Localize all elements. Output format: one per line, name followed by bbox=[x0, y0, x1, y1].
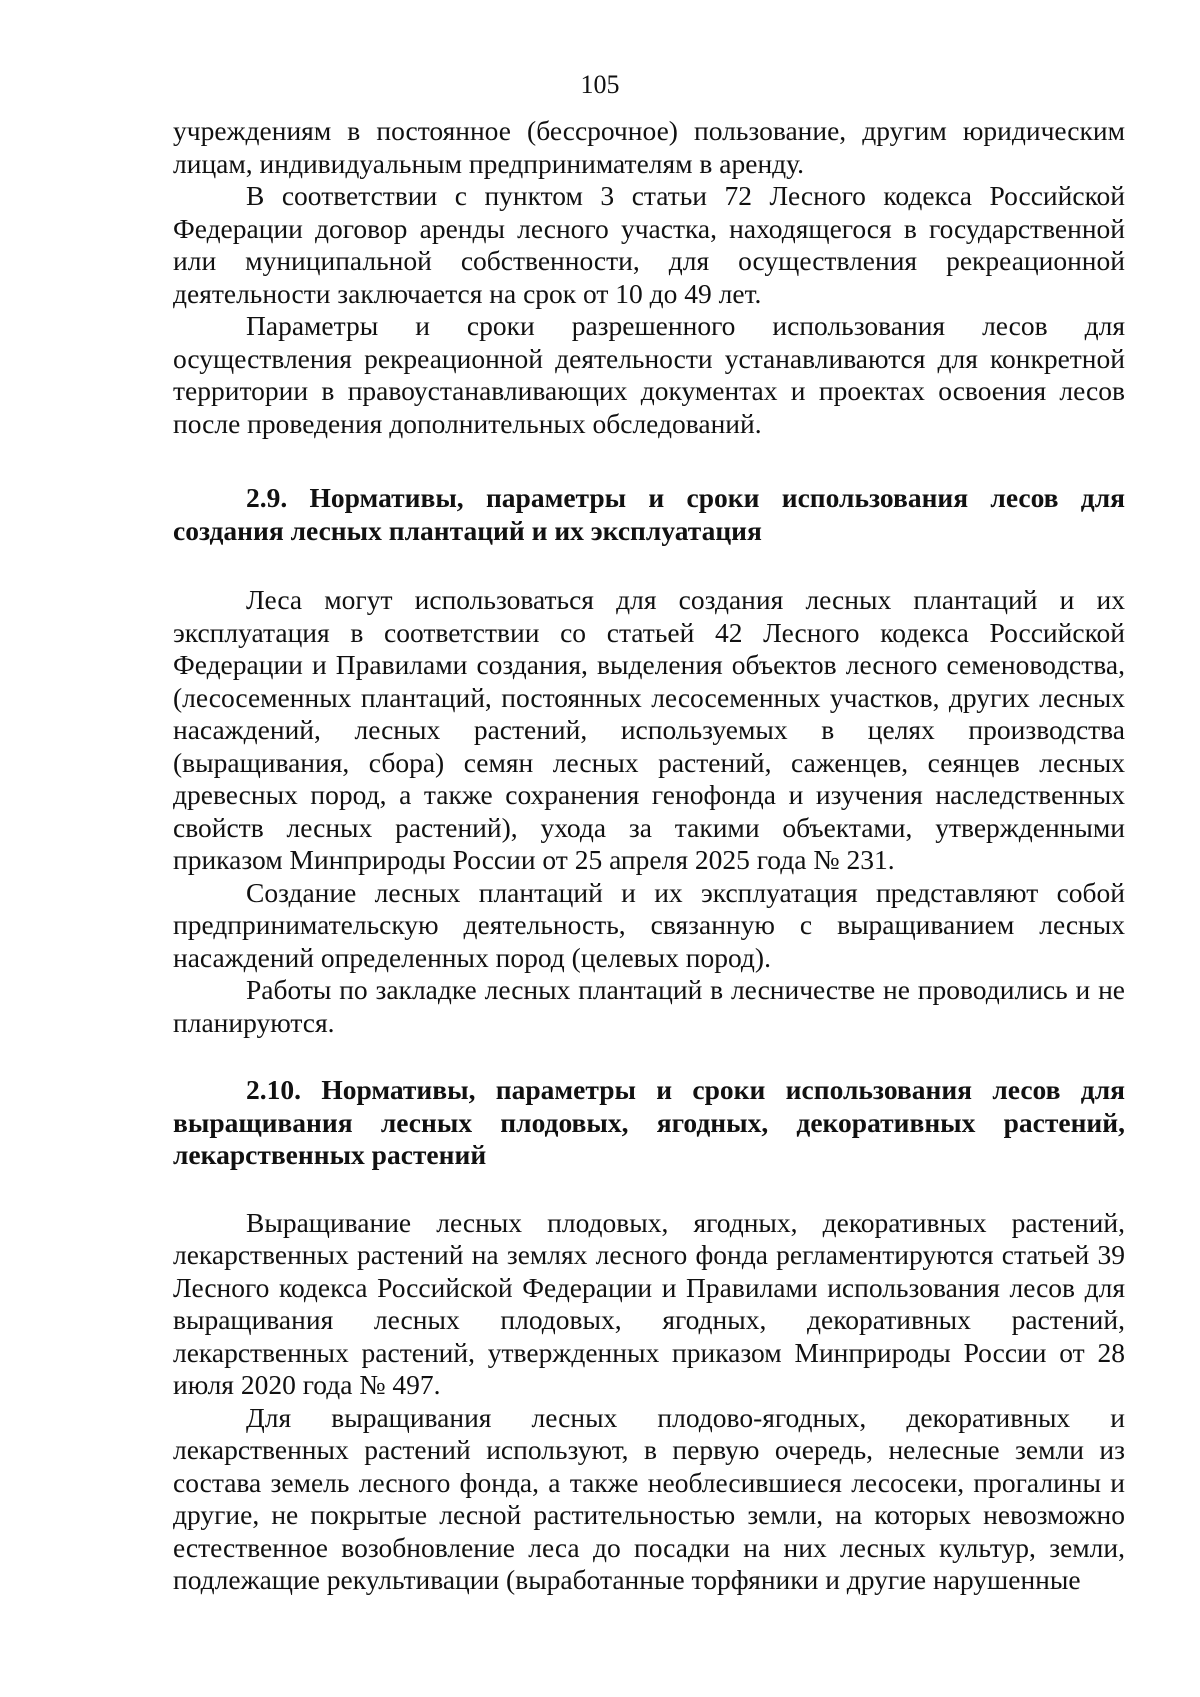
paragraph-lease-term: В соответствии с пунктом 3 статьи 72 Лесного кодекса Российской Федерации договор аренды лесного участка, находящегося в государственной или муниципальной собственности, для осуществления рекреационной деятельности заключается на срок от 10 до 49 лет. bbox=[173, 180, 1125, 309]
paragraph-plantations-business: Создание лесных плантаций и их эксплуатация представляют собой предпринимательскую деятельность, связанную с выращиванием лесных насаждений определенных пород (целевых пород). bbox=[173, 876, 1125, 973]
section-heading-2-10: 2.10. Нормативы, параметры и сроки использования лесов для выращивания лесных плодовых, ягодных, декоративных растений, лекарственных растений bbox=[173, 1074, 1125, 1170]
page-number: 105 bbox=[580, 70, 620, 99]
document-body bbox=[173, 115, 1125, 1597]
paragraph-cultivation-lands: Для выращивания лесных плодово-ягодных, декоративных и лекарственных растений используют, в первую очередь, нелесные земли из состава земель лесного фонда, а также необлесившиеся лесосеки, прогалины и другие, не покрытые лесной растительностью земли, на которых невозможно естественное возобновление леса до посадки на них лесных культур, земли, подлежащие рекультивации (выработанные торфяники и другие нарушенные bbox=[173, 1401, 1125, 1595]
paragraph-plantations-legal-basis: Леса могут использоваться для создания лесных плантаций и их эксплуатация в соответствии со статьей 42 Лесного кодекса Российской Федерации и Правилами создания, выделения объектов лесного семеноводства, (лесосеменных плантаций, постоянных лесосеменных участков, других лесных насаждений, лесных растений, используемых в целях производства (выращивания, сбора) семян лесных растений, саженцев, сеянцев лесных древесных пород, а также сохранения генофонда и изучения наследственных свойств лесных растений), ухода за такими объектами, утвержденными приказом Минприроды России от 25 апреля 2025 года № 231. bbox=[173, 584, 1125, 875]
paragraph-recreation-parameters: Параметры и сроки разрешенного использования лесов для осуществления рекреационной деятельности устанавливаются для конкретной территории в правоустанавливающих документах и проектах освоения лесов после проведения дополнительных обследований. bbox=[173, 310, 1125, 439]
paragraph-plantations-status: Работы по закладке лесных плантаций в лесничестве не проводились и не планируются. bbox=[173, 974, 1125, 1038]
paragraph-cultivation-legal-basis: Выращивание лесных плодовых, ягодных, декоративных растений, лекарственных растений на землях лесного фонда регламентируются статьей 39 Лесного кодекса Российской Федерации и Правилами использования лесов для выращивания лесных плодовых, ягодных, декоративных растений, лекарственных растений, утвержденных приказом Минприроды России от 28 июля 2020 года № 497. bbox=[173, 1206, 1125, 1400]
section-heading-2-9: 2.9. Нормативы, параметры и сроки использования лесов для создания лесных плантаций и их эксплуатация bbox=[173, 482, 1125, 546]
paragraph-continuation: учреждениям в постоянное (бессрочное) пользование, другим юридическим лицам, индивидуальным предпринимателям в аренду. bbox=[173, 115, 1125, 179]
